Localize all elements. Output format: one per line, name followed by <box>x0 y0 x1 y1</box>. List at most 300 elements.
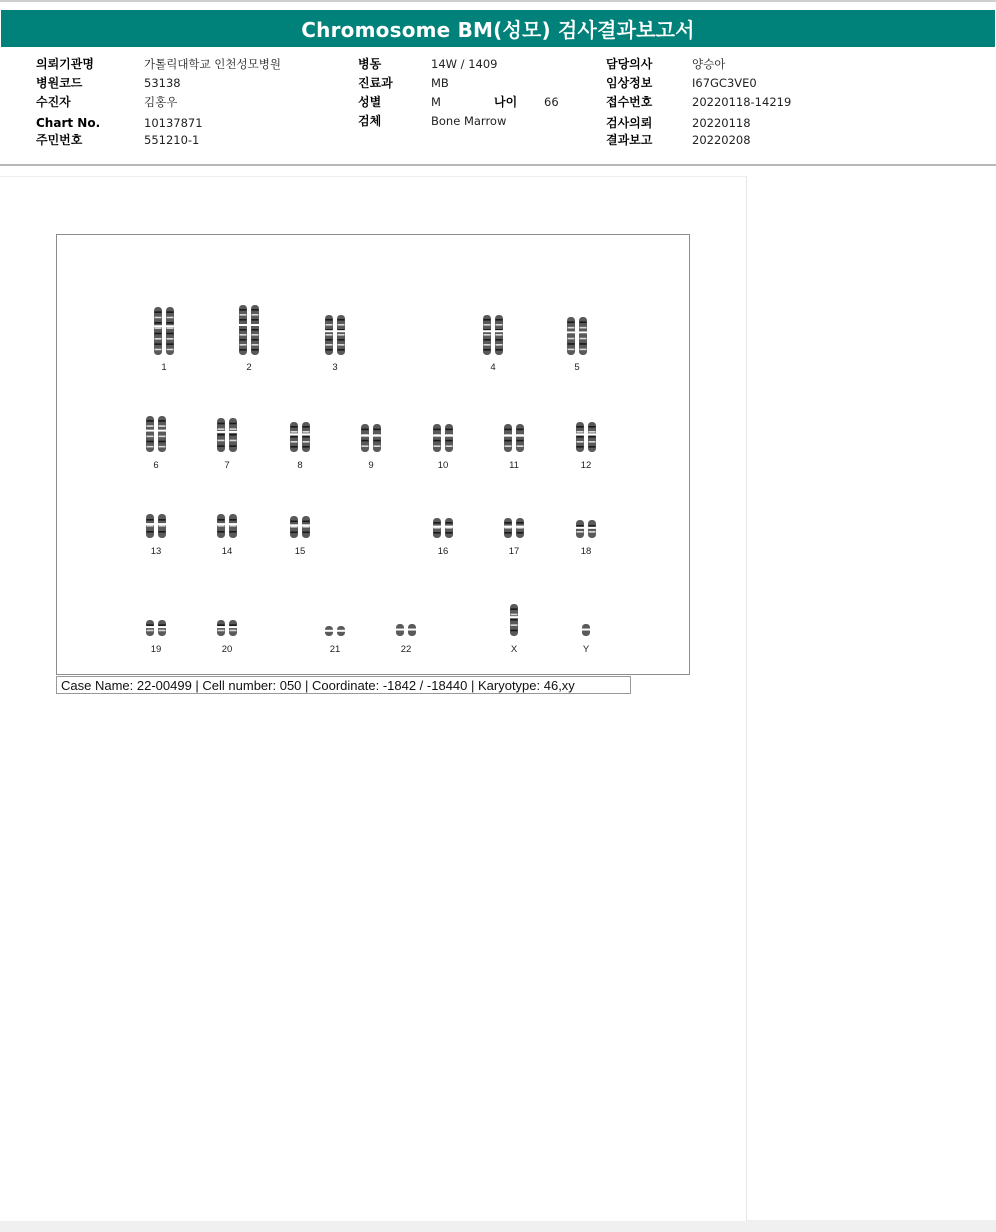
band-9-1-1 <box>362 429 369 431</box>
band-6-1-5 <box>147 441 154 443</box>
chromosome-label-1: 1 <box>161 362 167 373</box>
band-9-1-4 <box>362 445 369 447</box>
chromosome-label-4: 4 <box>490 362 496 373</box>
specimen-value: Bone Marrow <box>431 114 507 128</box>
band-3-2-2 <box>338 324 345 326</box>
centromere-9-2 <box>373 435 382 437</box>
chromosome-label-19: 19 <box>150 644 162 655</box>
hospital-code-label: 병원코드 <box>36 76 83 90</box>
band-5-2-5 <box>580 343 587 345</box>
band-8-2-5 <box>303 446 310 448</box>
centromere-21-2 <box>337 630 346 632</box>
centromere-17-2 <box>516 526 525 528</box>
band-7-2-5 <box>230 445 237 447</box>
band-1-2-7 <box>167 343 174 345</box>
band-10-2-4 <box>446 445 453 447</box>
band-1-2-4 <box>167 327 174 329</box>
band-5-1-5 <box>568 343 575 345</box>
chromosome-2 <box>239 305 260 355</box>
band-9-1-3 <box>362 440 369 442</box>
chromosome-label-20: 20 <box>221 644 233 655</box>
receipt-no-value: 20220118-14219 <box>692 95 792 109</box>
chromosome-21 <box>325 626 346 636</box>
band-20-2-1 <box>230 624 237 626</box>
resident-no-value: 551210-1 <box>144 133 200 147</box>
band-4-1-4 <box>484 334 491 336</box>
band-1-1-3 <box>155 322 162 324</box>
band-12-1-1 <box>577 426 584 428</box>
band-2-1-1 <box>240 309 247 311</box>
band-16-2-3 <box>446 532 453 534</box>
band-5-1-1 <box>568 321 575 323</box>
chromosome-13 <box>146 514 167 538</box>
band-6-2-6 <box>159 446 166 448</box>
band-14-2-2 <box>230 525 237 527</box>
centromere-12-1 <box>576 433 585 435</box>
hospital-code-value: 53138 <box>144 76 181 90</box>
chromatid-10-2 <box>445 424 453 452</box>
chromosome-7 <box>217 418 238 452</box>
centromere-10-1 <box>433 435 442 437</box>
chart-no-label: Chart No. <box>36 116 101 130</box>
chromosome-label-X: X <box>510 644 518 655</box>
band-10-1-3 <box>434 440 441 442</box>
chromatid-9-1 <box>361 424 369 452</box>
band-X-1-2 <box>511 614 518 616</box>
chromosome-8 <box>290 422 311 452</box>
band-6-2-1 <box>159 420 166 422</box>
request-date-label: 검사의뢰 <box>606 116 653 130</box>
band-13-2-2 <box>159 525 166 527</box>
centromere-20-2 <box>229 626 238 628</box>
clinical-info-value: I67GC3VE0 <box>692 76 757 90</box>
band-18-1-1 <box>577 525 584 527</box>
chromosome-label-Y: Y <box>582 644 590 655</box>
sex-label: 성별 <box>358 95 382 109</box>
band-4-1-2 <box>484 324 491 326</box>
band-19-2-1 <box>159 624 166 626</box>
age-label: 나이 <box>494 95 518 109</box>
band-2-2-2 <box>252 314 259 316</box>
centromere-10-2 <box>445 435 454 437</box>
chromosome-15 <box>290 516 311 538</box>
band-5-2-4 <box>580 338 587 340</box>
chromosome-18 <box>576 520 597 538</box>
institution-label: 의뢰기관명 <box>36 57 94 71</box>
band-5-1-2 <box>568 327 575 329</box>
chromosome-22 <box>396 624 417 636</box>
centromere-18-1 <box>576 527 585 529</box>
chromosome-Y <box>582 624 591 636</box>
band-7-1-2 <box>218 428 225 430</box>
band-14-1-3 <box>218 531 225 533</box>
band-17-2-1 <box>517 522 524 524</box>
band-16-2-1 <box>446 522 453 524</box>
band-3-1-6 <box>326 344 333 346</box>
band-6-1-2 <box>147 425 154 427</box>
chromatid-10-1 <box>433 424 441 452</box>
chromosome-10 <box>433 424 454 452</box>
centromere-21-1 <box>325 630 334 632</box>
centromere-16-1 <box>433 526 442 528</box>
karyogram-image <box>56 234 690 675</box>
band-3-1-5 <box>326 339 333 341</box>
band-11-2-1 <box>517 429 524 431</box>
chromosome-label-17: 17 <box>508 546 520 557</box>
band-8-1-5 <box>291 446 298 448</box>
band-2-1-7 <box>240 339 247 341</box>
band-1-2-8 <box>167 349 174 351</box>
centromere-5-1 <box>567 331 576 333</box>
specimen-label: 검체 <box>358 114 382 128</box>
band-4-2-6 <box>496 344 503 346</box>
band-X-1-1 <box>511 608 518 610</box>
chromosome-label-11: 11 <box>509 460 519 471</box>
ward-label: 병동 <box>358 57 382 71</box>
band-12-2-3 <box>589 436 596 438</box>
band-20-1-2 <box>218 630 225 632</box>
centromere-18-2 <box>588 527 597 529</box>
band-2-1-2 <box>240 314 247 316</box>
band-8-2-3 <box>303 436 310 438</box>
centromere-22-1 <box>396 629 405 631</box>
band-3-1-7 <box>326 349 333 351</box>
band-11-2-3 <box>517 440 524 442</box>
centromere-4-1 <box>483 330 492 332</box>
band-18-2-2 <box>589 531 596 533</box>
chromosome-label-6: 6 <box>153 460 159 471</box>
band-14-1-2 <box>218 525 225 527</box>
centromere-22-2 <box>408 629 417 631</box>
band-6-1-1 <box>147 420 154 422</box>
sex-value: M <box>431 95 441 109</box>
chromosome-label-13: 13 <box>150 546 162 557</box>
ward-value: 14W / 1409 <box>431 57 498 71</box>
resident-no-label: 주민번호 <box>36 133 83 147</box>
chromosome-label-12: 12 <box>580 460 592 471</box>
band-8-1-2 <box>291 431 298 433</box>
chromosome-1 <box>154 307 175 355</box>
band-9-2-4 <box>374 445 381 447</box>
band-16-1-1 <box>434 522 441 524</box>
band-18-1-2 <box>577 531 584 533</box>
centromere-3-2 <box>337 330 346 332</box>
chromosome-label-18: 18 <box>580 546 592 557</box>
age-value: 66 <box>544 95 559 109</box>
chromosome-label-16: 16 <box>437 546 449 557</box>
band-11-1-3 <box>505 440 512 442</box>
chromosome-label-9: 9 <box>368 460 374 471</box>
band-8-1-1 <box>291 426 298 428</box>
band-4-1-6 <box>484 344 491 346</box>
band-4-1-1 <box>484 319 491 321</box>
centromere-12-2 <box>588 433 597 435</box>
band-4-1-5 <box>484 339 491 341</box>
band-8-2-2 <box>303 431 310 433</box>
band-3-1-2 <box>326 324 333 326</box>
centromere-1-2 <box>166 325 175 327</box>
band-3-2-4 <box>338 334 345 336</box>
band-7-1-4 <box>218 440 225 442</box>
band-13-2-3 <box>159 531 166 533</box>
centromere-4-2 <box>495 330 504 332</box>
band-7-1-3 <box>218 434 225 436</box>
band-12-1-5 <box>577 446 584 448</box>
centromere-14-1 <box>217 523 226 525</box>
centromere-2-2 <box>251 324 260 326</box>
centromere-6-2 <box>158 430 167 432</box>
band-11-1-4 <box>505 445 512 447</box>
band-8-1-3 <box>291 436 298 438</box>
band-17-2-3 <box>517 532 524 534</box>
centromere-20-1 <box>217 626 226 628</box>
band-8-2-4 <box>303 441 310 443</box>
patient-label: 수진자 <box>36 95 71 109</box>
request-date-value: 20220118 <box>692 116 751 130</box>
receipt-no-label: 접수번호 <box>606 95 653 109</box>
band-8-1-4 <box>291 441 298 443</box>
band-4-2-4 <box>496 334 503 336</box>
chromosome-4 <box>483 315 504 355</box>
band-2-1-6 <box>240 334 247 336</box>
band-2-2-9 <box>252 349 259 351</box>
band-12-1-2 <box>577 431 584 433</box>
centromere-8-1 <box>290 433 299 435</box>
chromosome-label-2: 2 <box>246 362 252 373</box>
karyogram-caption: Case Name: 22-00499 | Cell number: 050 | Coordinate: -1842 / -18440 | Karyotype: 46,xy <box>56 676 631 694</box>
band-1-2-3 <box>167 322 174 324</box>
band-10-1-1 <box>434 429 441 431</box>
band-1-1-8 <box>155 349 162 351</box>
band-10-2-1 <box>446 429 453 431</box>
band-7-2-3 <box>230 434 237 436</box>
band-4-2-2 <box>496 324 503 326</box>
chromatid-11-1 <box>504 424 512 452</box>
centromere-8-2 <box>302 433 311 435</box>
chromosome-19 <box>146 620 167 636</box>
band-10-2-3 <box>446 440 453 442</box>
doctor-value: 양승아 <box>692 57 726 71</box>
centromere-16-2 <box>445 526 454 528</box>
centromere-X-1 <box>510 616 519 618</box>
chromosome-X <box>510 604 519 636</box>
chromatid-18-2 <box>588 520 596 538</box>
band-1-1-4 <box>155 327 162 329</box>
chromosome-3 <box>325 315 346 355</box>
band-10-1-4 <box>434 445 441 447</box>
centromere-3-1 <box>325 330 334 332</box>
band-1-1-7 <box>155 343 162 345</box>
chromosome-6 <box>146 416 167 452</box>
band-13-1-3 <box>147 531 154 533</box>
band-2-1-9 <box>240 349 247 351</box>
centromere-17-1 <box>504 526 513 528</box>
band-12-2-4 <box>589 441 596 443</box>
centromere-Y-1 <box>582 629 591 631</box>
band-1-2-2 <box>167 317 174 319</box>
band-2-2-6 <box>252 334 259 336</box>
chromosome-9 <box>361 424 382 452</box>
band-7-2-1 <box>230 423 237 425</box>
header-divider <box>0 164 996 166</box>
band-1-2-1 <box>167 311 174 313</box>
band-12-2-5 <box>589 446 596 448</box>
band-5-1-6 <box>568 349 575 351</box>
clinical-info-label: 임상정보 <box>606 76 653 90</box>
band-4-2-7 <box>496 349 503 351</box>
band-19-2-2 <box>159 630 166 632</box>
doctor-label: 담당의사 <box>606 57 653 71</box>
band-20-1-1 <box>218 624 225 626</box>
band-19-1-1 <box>147 624 154 626</box>
band-2-2-8 <box>252 344 259 346</box>
centromere-1-1 <box>154 325 163 327</box>
chromosome-label-10: 10 <box>437 460 449 471</box>
band-6-2-5 <box>159 441 166 443</box>
centromere-19-2 <box>158 626 167 628</box>
chromatid-1-2 <box>166 307 174 355</box>
band-9-2-3 <box>374 440 381 442</box>
band-12-2-2 <box>589 431 596 433</box>
centromere-19-1 <box>146 626 155 628</box>
report-date-label: 결과보고 <box>606 133 653 147</box>
band-4-1-7 <box>484 349 491 351</box>
band-18-2-1 <box>589 525 596 527</box>
band-X-1-5 <box>511 630 518 632</box>
band-6-1-4 <box>147 436 154 438</box>
band-13-2-1 <box>159 519 166 521</box>
band-5-1-4 <box>568 338 575 340</box>
band-8-2-1 <box>303 426 310 428</box>
chromatid-1-1 <box>154 307 162 355</box>
centromere-7-1 <box>217 431 226 433</box>
chromosome-label-21: 21 <box>329 644 341 655</box>
band-12-1-3 <box>577 436 584 438</box>
band-5-2-2 <box>580 327 587 329</box>
band-5-2-1 <box>580 321 587 323</box>
chromosome-label-5: 5 <box>574 362 580 373</box>
department-label: 진료과 <box>358 76 393 90</box>
band-1-2-6 <box>167 338 174 340</box>
chromosome-20 <box>217 620 238 636</box>
band-16-1-3 <box>434 532 441 534</box>
centromere-9-1 <box>361 435 370 437</box>
chromatid-9-2 <box>373 424 381 452</box>
chromosome-5 <box>567 317 588 355</box>
chromosome-16 <box>433 518 454 538</box>
band-15-1-3 <box>291 532 298 534</box>
band-2-2-7 <box>252 339 259 341</box>
band-1-2-5 <box>167 333 174 335</box>
band-13-1-1 <box>147 519 154 521</box>
centromere-5-2 <box>579 331 588 333</box>
band-1-1-5 <box>155 333 162 335</box>
band-2-1-8 <box>240 344 247 346</box>
band-X-1-3 <box>511 619 518 621</box>
band-12-1-4 <box>577 441 584 443</box>
report-date-value: 20220208 <box>692 133 751 147</box>
band-20-2-2 <box>230 630 237 632</box>
karyogram-figure <box>57 235 689 674</box>
centromere-15-2 <box>302 524 311 526</box>
band-9-2-1 <box>374 429 381 431</box>
band-2-1-5 <box>240 329 247 331</box>
band-4-2-1 <box>496 319 503 321</box>
band-3-2-5 <box>338 339 345 341</box>
band-6-2-4 <box>159 436 166 438</box>
band-3-2-6 <box>338 344 345 346</box>
band-6-1-6 <box>147 446 154 448</box>
band-6-2-2 <box>159 425 166 427</box>
band-13-1-2 <box>147 525 154 527</box>
report-title: Chromosome BM(성모) 검사결과보고서 <box>1 10 995 47</box>
band-2-1-3 <box>240 319 247 321</box>
band-3-1-4 <box>326 334 333 336</box>
band-3-2-1 <box>338 319 345 321</box>
centromere-2-1 <box>239 324 248 326</box>
chromosome-14 <box>217 514 238 538</box>
chart-no-value: 10137871 <box>144 116 203 130</box>
centromere-14-2 <box>229 523 238 525</box>
band-7-1-1 <box>218 423 225 425</box>
band-19-1-2 <box>147 630 154 632</box>
institution-value: 가톨릭대학교 인천성모병원 <box>144 57 281 71</box>
chromosome-label-7: 7 <box>224 460 230 471</box>
centromere-13-2 <box>158 523 167 525</box>
band-2-2-5 <box>252 329 259 331</box>
band-5-2-6 <box>580 349 587 351</box>
patient-value: 김홍우 <box>144 95 178 109</box>
band-11-1-1 <box>505 429 512 431</box>
band-14-2-1 <box>230 519 237 521</box>
band-11-2-4 <box>517 445 524 447</box>
band-2-2-1 <box>252 309 259 311</box>
department-value: MB <box>431 76 449 90</box>
chromosome-11 <box>504 424 525 452</box>
chromatid-11-2 <box>516 424 524 452</box>
chromosome-label-14: 14 <box>221 546 233 557</box>
chromosome-label-15: 15 <box>294 546 306 557</box>
band-15-1-1 <box>291 521 298 523</box>
band-14-1-1 <box>218 519 225 521</box>
chromosome-label-22: 22 <box>400 644 412 655</box>
band-4-2-5 <box>496 339 503 341</box>
centromere-11-2 <box>516 435 525 437</box>
band-3-2-7 <box>338 349 345 351</box>
band-1-1-2 <box>155 317 162 319</box>
band-15-2-1 <box>303 521 310 523</box>
band-X-1-4 <box>511 624 518 626</box>
centromere-6-1 <box>146 430 155 432</box>
band-7-1-5 <box>218 445 225 447</box>
chromosome-label-8: 8 <box>297 460 303 471</box>
band-15-2-3 <box>303 532 310 534</box>
band-17-1-1 <box>505 522 512 524</box>
chromosome-label-3: 3 <box>332 362 338 373</box>
centromere-15-1 <box>290 524 299 526</box>
centromere-7-2 <box>229 431 238 433</box>
band-1-1-1 <box>155 311 162 313</box>
band-17-1-3 <box>505 532 512 534</box>
band-2-2-3 <box>252 319 259 321</box>
band-3-1-1 <box>326 319 333 321</box>
band-12-2-1 <box>589 426 596 428</box>
chromatid-18-1 <box>576 520 584 538</box>
centromere-11-1 <box>504 435 513 437</box>
band-7-2-4 <box>230 440 237 442</box>
band-14-2-3 <box>230 531 237 533</box>
chromosome-17 <box>504 518 525 538</box>
